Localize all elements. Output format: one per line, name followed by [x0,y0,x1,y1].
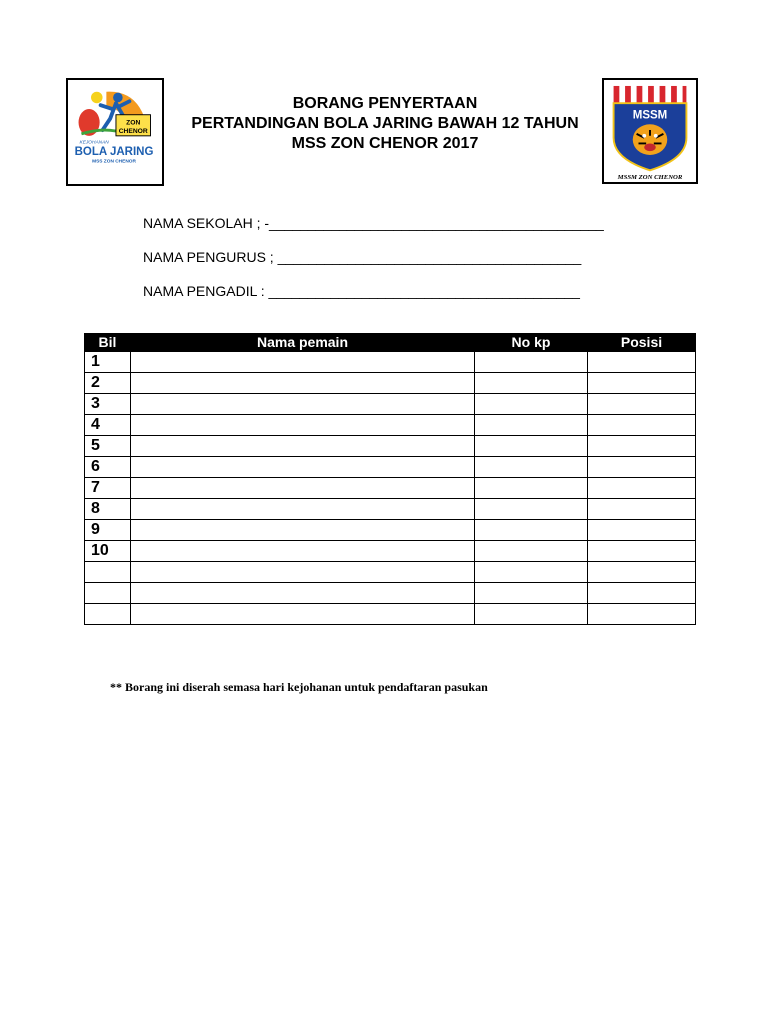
ic-number-cell[interactable] [475,541,588,562]
ic-number-cell[interactable] [475,583,588,604]
header-bil: Bil [85,334,131,352]
position-cell[interactable] [588,436,696,457]
player-name-cell[interactable] [131,373,475,394]
school-name-field[interactable]: NAMA SEKOLAH ; -___________________________________________ [143,215,604,231]
player-name-cell[interactable] [131,499,475,520]
position-cell[interactable] [588,499,696,520]
position-cell[interactable] [588,520,696,541]
table-row [85,436,696,457]
row-number: 1 [85,352,131,373]
ic-number-cell[interactable] [475,478,588,499]
row-number [85,583,131,604]
ic-number-cell[interactable] [475,499,588,520]
player-name-cell[interactable] [131,457,475,478]
bola-jaring-logo-graphic [68,80,162,184]
mssm-logo [602,78,698,184]
referee-name-field[interactable]: NAMA PENGADIL : ________________________________________ [143,283,580,299]
table-row [85,583,696,604]
position-cell[interactable] [588,604,696,625]
manager-name-field[interactable]: NAMA PENGURUS ; _______________________________________ [143,249,582,265]
logo-zon-text: ZON [126,119,141,127]
player-name-cell[interactable] [131,583,475,604]
position-cell[interactable] [588,457,696,478]
position-cell[interactable] [588,394,696,415]
table-header-row [85,334,696,352]
table-row [85,457,696,478]
position-cell[interactable] [588,541,696,562]
table-row [85,541,696,562]
player-roster-table [84,333,696,625]
ic-number-cell[interactable] [475,562,588,583]
row-number: 6 [85,457,131,478]
position-cell[interactable] [588,352,696,373]
table-row [85,352,696,373]
ic-number-cell[interactable] [475,436,588,457]
mssm-text: MSSM [632,109,668,122]
logo-chenor-text: CHENOR [118,127,148,135]
ic-number-cell[interactable] [475,394,588,415]
ic-number-cell[interactable] [475,457,588,478]
table-row [85,562,696,583]
row-number: 2 [85,373,131,394]
player-name-cell[interactable] [131,394,475,415]
submission-note: ** Borang ini diserah semasa hari kejohanan untuk pendaftaran pasukan [110,680,488,694]
event-subtitle: MSS ZON CHENOR 2017 [291,135,479,152]
header-posisi: Posisi [588,334,696,352]
player-name-cell[interactable] [131,478,475,499]
player-name-cell[interactable] [131,415,475,436]
table-row [85,604,696,625]
row-number [85,562,131,583]
bola-jaring-logo [66,78,164,186]
player-name-cell[interactable] [131,352,475,373]
player-name-cell[interactable] [131,604,475,625]
competition-title: PERTANDINGAN BOLA JARING BAWAH 12 TAHUN [191,115,579,132]
row-number: 8 [85,499,131,520]
player-name-cell[interactable] [131,436,475,457]
header-nama-pemain: Nama pemain [131,334,475,352]
ic-number-cell[interactable] [475,520,588,541]
logo-mss-zon-text: MSS ZON CHENOR [92,159,136,165]
ic-number-cell[interactable] [475,604,588,625]
table-row [85,478,696,499]
row-number: 3 [85,394,131,415]
table-row [85,520,696,541]
position-cell[interactable] [588,562,696,583]
header-no-kp: No kp [475,334,588,352]
position-cell[interactable] [588,415,696,436]
row-number: 7 [85,478,131,499]
position-cell[interactable] [588,478,696,499]
table-row [85,373,696,394]
player-name-cell[interactable] [131,541,475,562]
logo-kejohanan-text: KEJOHANAN [79,140,109,146]
row-number: 9 [85,520,131,541]
player-name-cell[interactable] [131,520,475,541]
ic-number-cell[interactable] [475,373,588,394]
row-number [85,604,131,625]
player-name-cell[interactable] [131,562,475,583]
mssm-shield-graphic [604,80,696,182]
form-fields [143,214,604,316]
ic-number-cell[interactable] [475,415,588,436]
ic-number-cell[interactable] [475,352,588,373]
row-number: 4 [85,415,131,436]
table-row [85,415,696,436]
row-number: 10 [85,541,131,562]
form-header [160,94,610,154]
table-row [85,394,696,415]
mssm-zon-chenor-text: MSSM ZON CHENOR [617,173,683,181]
row-number: 5 [85,436,131,457]
position-cell[interactable] [588,373,696,394]
logo-bola-jaring-text: BOLA JARING [74,146,154,159]
form-title: BORANG PENYERTAAN [292,95,478,112]
position-cell[interactable] [588,583,696,604]
table-row [85,499,696,520]
